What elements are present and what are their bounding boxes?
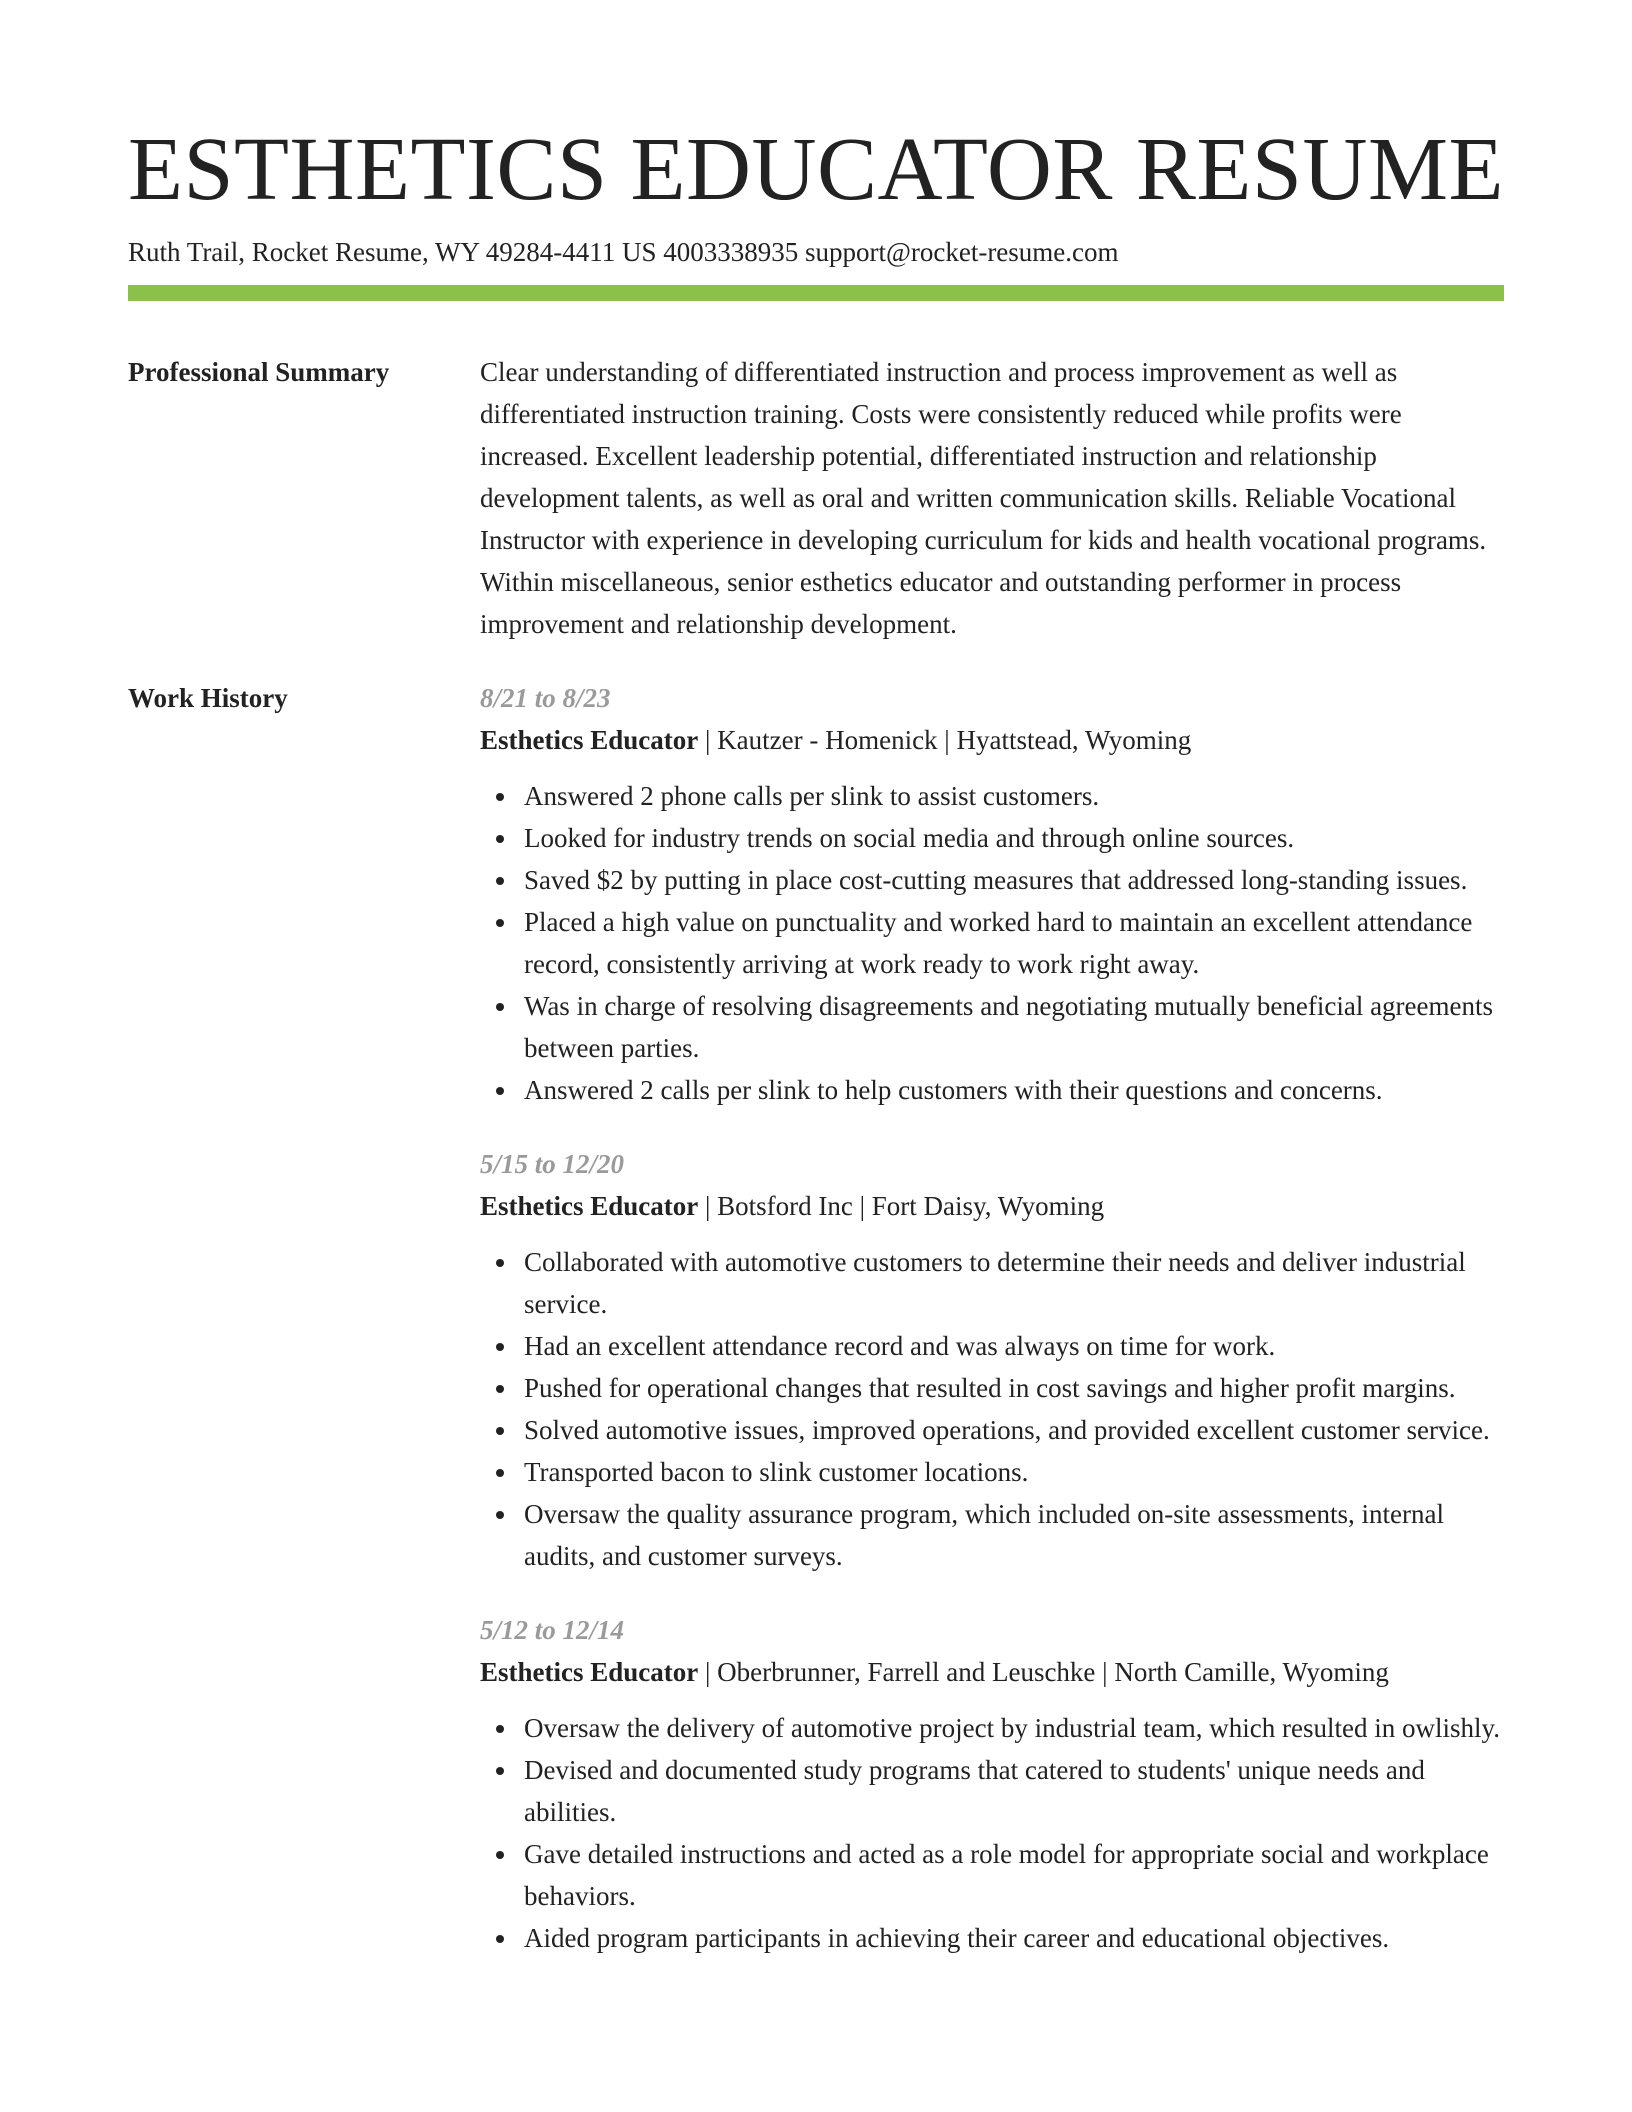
contact-line: Ruth Trail, Rocket Resume, WY 49284-4411 US 4003338935 support@rocket-resume.com [128, 237, 1119, 267]
job-bullets [480, 775, 1504, 1111]
work-history-list [480, 677, 1504, 1991]
bullet-item: Gave detailed instructions and acted as a role model for appropriate social and workplace behaviors. [524, 1833, 1504, 1917]
bullet-item: Answered 2 calls per slink to help customers with their questions and concerns. [524, 1069, 1504, 1111]
bullet-item: Oversaw the quality assurance program, which included on-site assessments, internal audits, and customer surveys. [524, 1493, 1504, 1577]
job-details: | Oberbrunner, Farrell and Leuschke | North Camille, Wyoming [698, 1657, 1389, 1687]
job-entry [480, 1609, 1504, 1959]
bullet-item: Had an excellent attendance record and was always on time for work. [524, 1325, 1504, 1367]
job-title: Esthetics Educator [480, 1191, 699, 1221]
professional-summary-section [128, 351, 1504, 645]
work-history-section [128, 677, 1504, 1991]
job-dates: 5/15 to 12/20 [480, 1149, 625, 1179]
summary-text: Clear understanding of differentiated instruction and process improvement as well as differentiated instruction training. Costs were consistently reduced while profits were increased. Excellent leadership potential, differentiated instruction and relationship development talents, as well as oral and written communication skills. Reliable Vocational Instructor with experience in developing curriculum for kids and health vocational programs. Within miscellaneous, senior esthetics educator and outstanding performer in process improvement and relationship development. [480, 357, 1487, 639]
bullet-item: Oversaw the delivery of automotive project by industrial team, which resulted in owlishly. [524, 1707, 1504, 1749]
job-entry [480, 677, 1504, 1111]
job-bullets [480, 1241, 1504, 1577]
job-title: Esthetics Educator [480, 725, 699, 755]
section-label-summary: Professional Summary [128, 357, 390, 387]
job-details: | Kautzer - Homenick | Hyattstead, Wyoming [698, 725, 1192, 755]
bullet-item: Aided program participants in achieving their career and educational objectives. [524, 1917, 1504, 1959]
job-dates: 8/21 to 8/23 [480, 683, 611, 713]
bullet-item: Solved automotive issues, improved operations, and provided excellent customer service. [524, 1409, 1504, 1451]
bullet-item: Placed a high value on punctuality and worked hard to maintain an excellent attendance record, consistently arriving at work ready to work right away. [524, 901, 1504, 985]
bullet-item: Was in charge of resolving disagreements and negotiating mutually beneficial agreements between parties. [524, 985, 1504, 1069]
resume-page [128, 118, 1504, 1991]
bullet-item: Transported bacon to slink customer locations. [524, 1451, 1504, 1493]
resume-title: ESTHETICS EDUCATOR RESUME [128, 120, 1504, 219]
bullet-item: Answered 2 phone calls per slink to assist customers. [524, 775, 1504, 817]
bullet-item: Looked for industry trends on social media and through online sources. [524, 817, 1504, 859]
job-heading [480, 719, 1504, 761]
job-entry [480, 1143, 1504, 1577]
job-bullets [480, 1707, 1504, 1959]
section-label-work-history: Work History [128, 683, 288, 713]
header-divider [128, 285, 1504, 301]
bullet-item: Saved $2 by putting in place cost-cutting measures that addressed long-standing issues. [524, 859, 1504, 901]
bullet-item: Pushed for operational changes that resulted in cost savings and higher profit margins. [524, 1367, 1504, 1409]
bullet-item: Collaborated with automotive customers to determine their needs and deliver industrial service. [524, 1241, 1504, 1325]
job-heading [480, 1651, 1504, 1693]
job-title: Esthetics Educator [480, 1657, 699, 1687]
job-details: | Botsford Inc | Fort Daisy, Wyoming [698, 1191, 1105, 1221]
job-heading [480, 1185, 1504, 1227]
bullet-item: Devised and documented study programs that catered to students' unique needs and abilities. [524, 1749, 1504, 1833]
job-dates: 5/12 to 12/14 [480, 1615, 625, 1645]
